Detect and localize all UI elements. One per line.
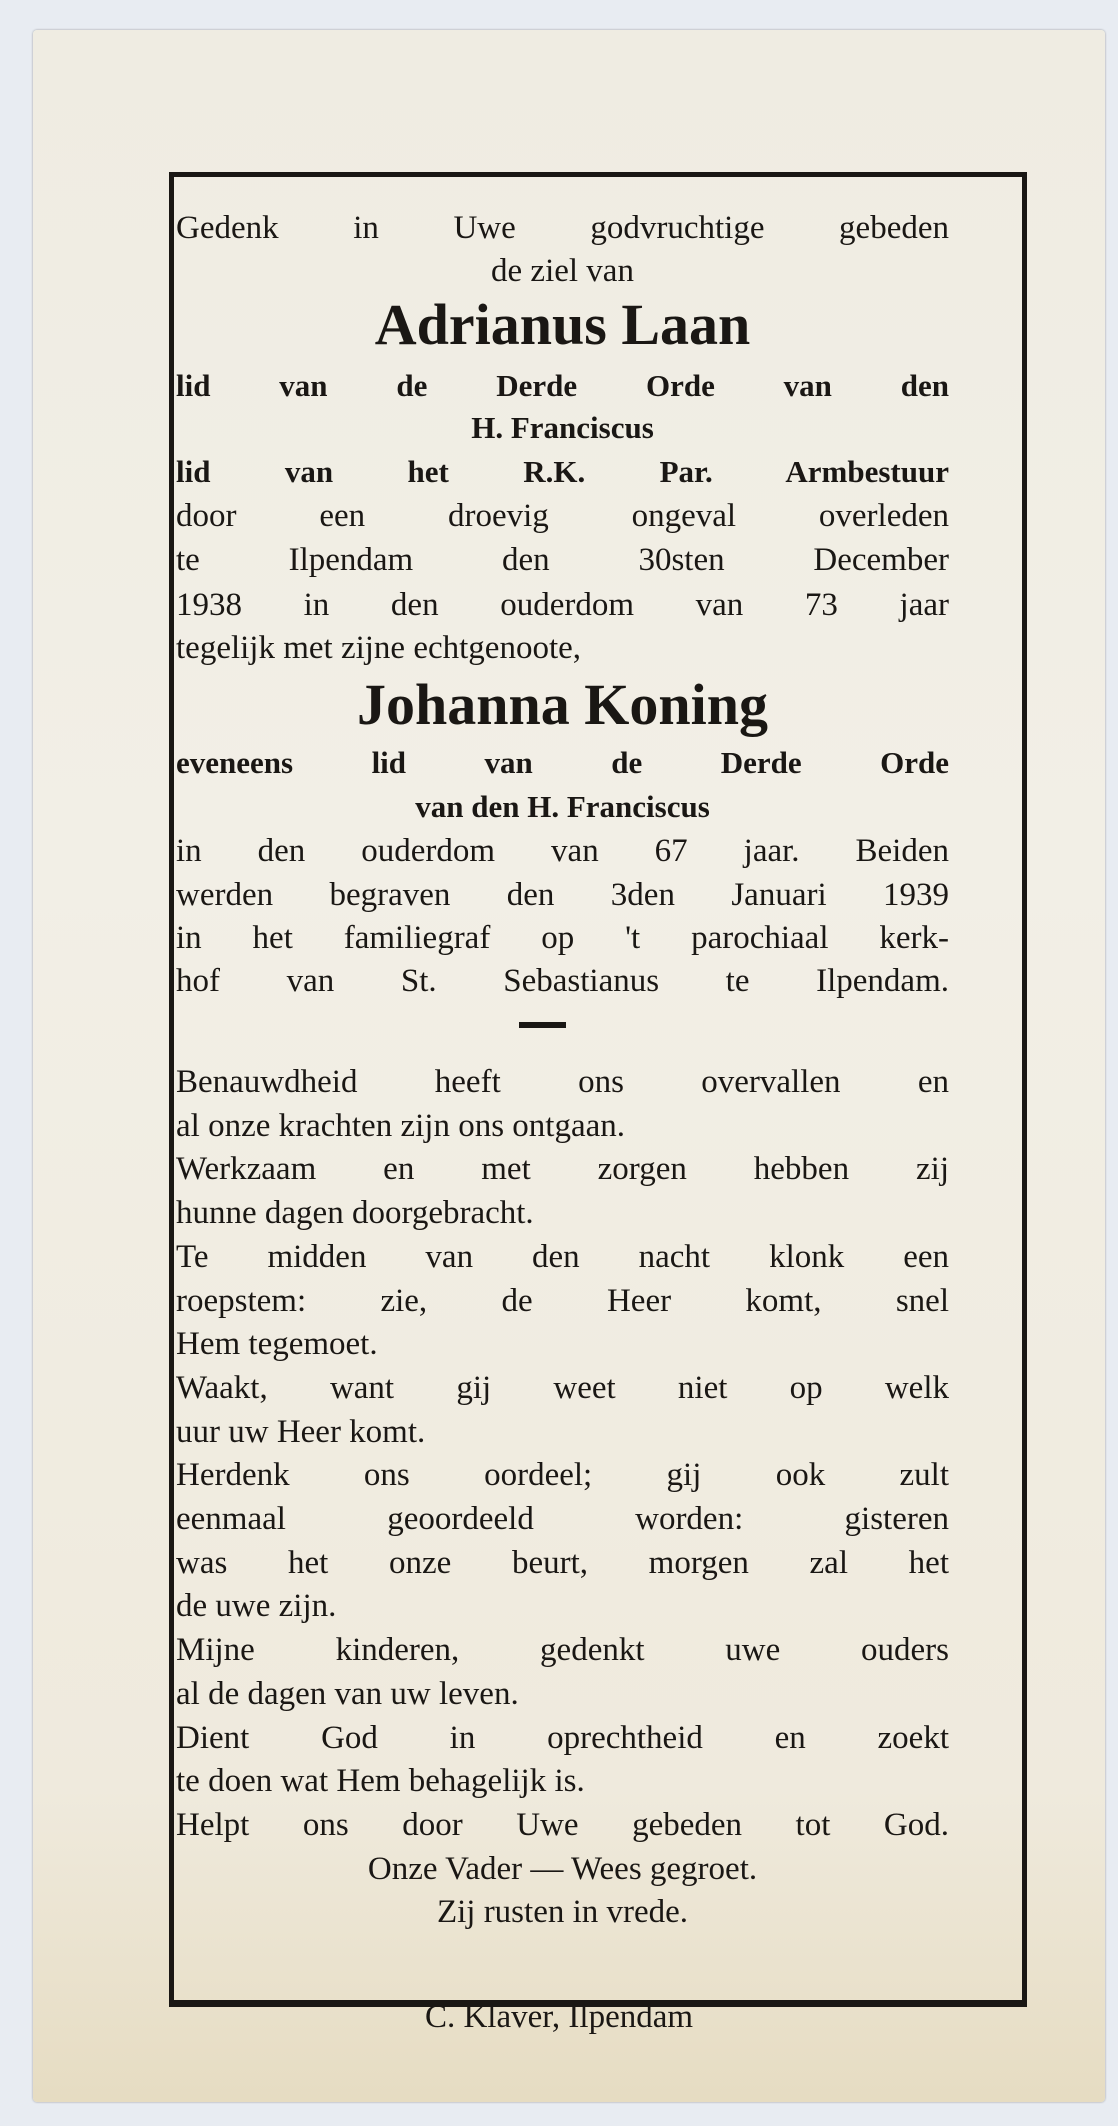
intro-line: te Ilpendam den 30sten December	[176, 542, 949, 578]
verse-line: Werkzaam en met zorgen hebben zij	[176, 1151, 949, 1188]
verse-line: de uwe zijn.	[176, 1588, 337, 1625]
verse-line: te doen wat Hem behagelijk is.	[176, 1763, 585, 1800]
intro-line: lid van de Derde Orde van den	[176, 368, 949, 403]
intro-line: hof van St. Sebastianus te Ilpendam.	[176, 963, 949, 999]
verse-line: Helpt ons door Uwe gebeden tot God.	[176, 1806, 949, 1843]
verse-line: Dient God in oprechtheid en zoekt	[176, 1719, 949, 1756]
intro-line: lid van het R.K. Par. Armbestuur	[176, 454, 949, 489]
verse-line: al de dagen van uw leven.	[176, 1675, 519, 1712]
verse-line: eenmaal geoordeeld worden: gisteren	[176, 1501, 949, 1537]
intro-line: Gedenk in Uwe godvruchtige gebeden	[176, 210, 949, 246]
deceased-name: Johanna Koning	[356, 672, 768, 737]
verse-line: Waakt, want gij weet niet op welk	[176, 1369, 949, 1406]
verse-line: Te midden van den nacht klonk een	[176, 1238, 949, 1275]
verse-line: al onze krachten zijn ons ontgaan.	[176, 1107, 625, 1144]
intro-line: eveneens lid van de Derde Orde	[176, 745, 949, 780]
verse-line: was het onze beurt, morgen zal het	[176, 1544, 949, 1581]
verse-line: Zij rusten in vrede.	[436, 1894, 689, 1931]
intro-line: door een droevig ongeval overleden	[176, 498, 949, 534]
verse-line: Hem tegemoet.	[176, 1326, 378, 1363]
intro-line: 1938 in den ouderdom van 73 jaar	[176, 587, 949, 623]
verse-line: hunne dagen doorgebracht.	[176, 1195, 534, 1232]
intro-line: van den H. Franciscus	[415, 789, 710, 824]
printer-credit: C. Klaver, Ilpendam	[424, 1999, 694, 2035]
intro-line: in den ouderdom van 67 jaar. Beiden	[176, 833, 949, 869]
verse-line: roepstem: zie, de Heer komt, snel	[176, 1282, 949, 1319]
verse-line: Benauwdheid heeft ons overvallen en	[176, 1064, 949, 1100]
intro-line: H. Franciscus	[471, 410, 654, 445]
verse-line: Onze Vader — Wees gegroet.	[367, 1850, 758, 1887]
verse-line: Mijne kinderen, gedenkt uwe ouders	[176, 1632, 949, 1669]
intro-line: in het familiegraf op 't parochiaal kerk-	[176, 920, 949, 956]
intro-line: de ziel van	[491, 253, 634, 289]
verse-line: Herdenk ons oordeel; gij ook zult	[176, 1457, 949, 1494]
deceased-name: Adrianus Laan	[374, 292, 751, 357]
intro-line: tegelijk met zijne echtgenoote,	[176, 630, 582, 666]
intro-line: werden begraven den 3den Januari 1939	[176, 877, 949, 913]
divider-rule	[519, 1022, 566, 1028]
verse-line: uur uw Heer komt.	[176, 1413, 426, 1450]
